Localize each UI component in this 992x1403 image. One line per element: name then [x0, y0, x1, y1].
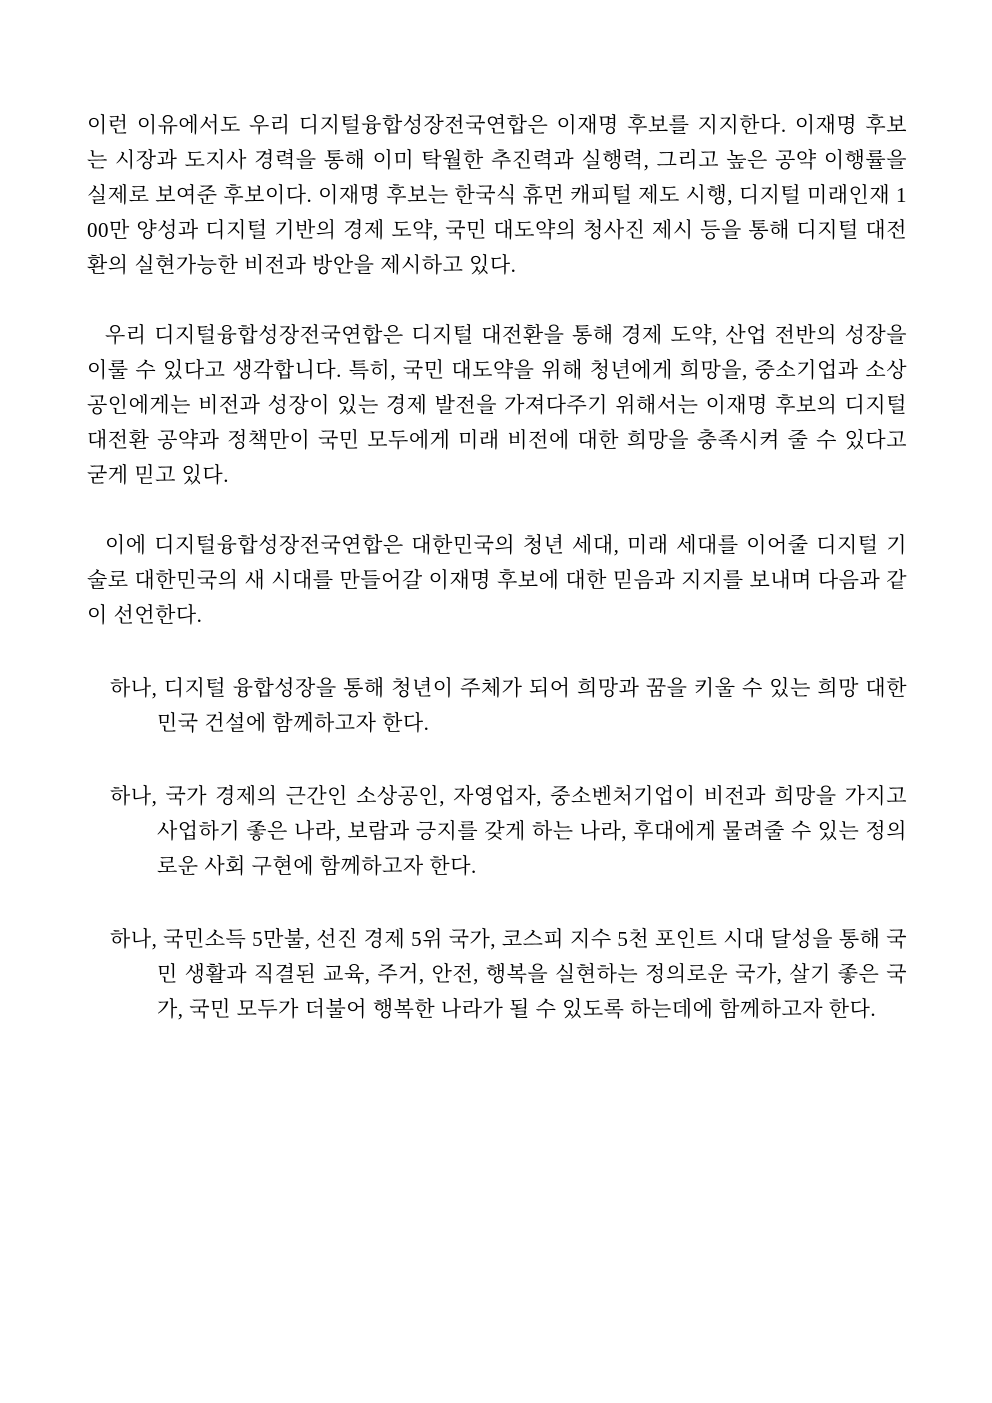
declaration-item-1 — [87, 671, 907, 741]
paragraph-declaration-intro: 이에 디지털융합성장전국연합은 대한민국의 청년 세대, 미래 세대를 이어줄 디지털 기술로 대한민국의 새 시대를 만들어갈 이재명 후보에 대한 믿음과 지지를 보내며 다음과 같이 선언한다. — [87, 533, 907, 627]
declaration-text: 국가 경제의 근간인 소상공인, 자영업자, 중소벤처기업이 비전과 희망을 가지고 사업하기 좋은 나라, 보람과 긍지를 갖게 하는 나라, 후대에게 물려줄 수 있는 정의로운 사회 구현에 함께하고자 한다. — [157, 784, 908, 878]
declaration-text: 국민소득 5만불, 선진 경제 5위 국가, 코스피 지수 5천 포인트 시대 달성을 통해 국민 생활과 직결된 교육, 주거, 안전, 행복을 실현하는 정의로운 국가, 살기 좋은 국가, 국민 모두가 더불어 행복한 나라가 될 수 있도록 하는데에 함께하고자 한다. — [157, 927, 907, 1021]
declaration-item-3 — [87, 922, 907, 1027]
declaration-item-2 — [87, 779, 907, 884]
declaration-marker: 하나, — [110, 784, 158, 808]
declaration-marker: 하나, — [110, 927, 158, 951]
declaration-text: 디지털 융합성장을 통해 청년이 주체가 되어 희망과 꿈을 키울 수 있는 희망 대한민국 건설에 함께하고자 한다. — [157, 676, 908, 735]
declaration-marker: 하나, — [110, 676, 158, 700]
paragraph-digital-transition: 우리 디지털융합성장전국연합은 디지털 대전환을 통해 경제 도약, 산업 전반의 성장을 이룰 수 있다고 생각합니다. 특히, 국민 대도약을 위해 청년에게 희망을, 중소기업과 소상공인에게는 비전과 성장이 있는 경제 발전을 가져다주기 위해서는 이재명 후보의 디지털 대전환 공약과 정책만이 국민 모두에게 미래 비전에 대한 희망을 충족시켜 줄 수 있다고 굳게 믿고 있다. — [87, 323, 907, 487]
paragraph-support-statement: 이런 이유에서도 우리 디지털융합성장전국연합은 이재명 후보를 지지한다. 이재명 후보는 시장과 도지사 경력을 통해 이미 탁월한 추진력과 실행력, 그리고 높은 공약 이행률을 실제로 보여준 후보이다. 이재명 후보는 한국식 휴먼 캐피털 제도 시행, 디지털 미래인재 100만 양성과 디지털 기반의 경제 도약, 국민 대도약의 청사진 제시 등을 통해 디지털 대전환의 실현가능한 비전과 방안을 제시하고 있다. — [87, 113, 907, 277]
